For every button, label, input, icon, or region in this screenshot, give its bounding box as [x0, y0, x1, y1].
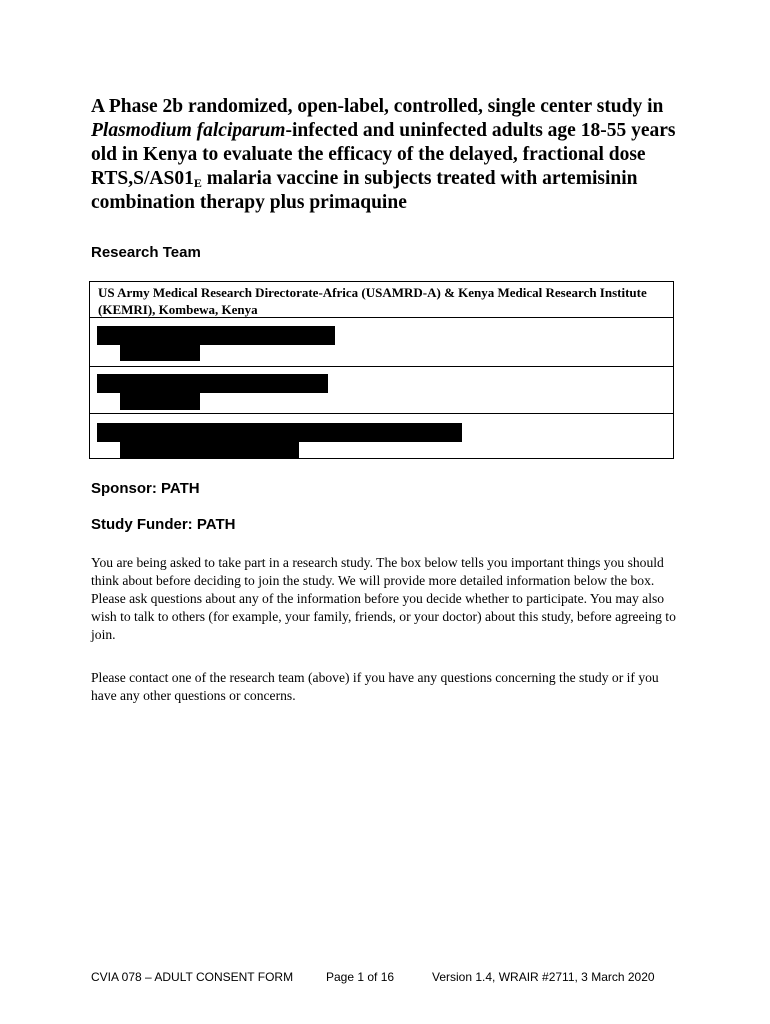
redaction-bar [97, 374, 328, 393]
team-member-row [90, 366, 673, 415]
title-subscript: E [193, 176, 202, 190]
title-text-part3: malaria vaccine in subjects treated with artemisinin combination therapy plus primaquine [91, 168, 638, 213]
redaction-bar [120, 441, 299, 458]
redaction-bar [120, 344, 200, 361]
footer-version: Version 1.4, WRAIR #2711, 3 March 2020 [432, 970, 655, 984]
redaction-bar [120, 393, 200, 410]
intro-paragraph: You are being asked to take part in a research study. The box below tells you important things you should think about before deciding to join the study. We will provide more detailed information below the box. Please ask questions about any of the information before you decide whether to participate. You may also wish to talk to others (for example, your family, friends, or your doctor) about this study, before agreeing to join. [91, 555, 676, 642]
title-text-part1: A Phase 2b randomized, open-label, controlled, single center study in [91, 96, 664, 117]
title-italic-organism: Plasmodium falciparum [91, 120, 286, 141]
contact-paragraph: Please contact one of the research team (above) if you have any questions concerning the study or if you have any other questions or concerns. [91, 670, 659, 703]
research-team-heading: Research Team [91, 244, 201, 261]
team-member-row [90, 413, 673, 459]
funder-heading: Study Funder: PATH [91, 516, 236, 533]
redaction-bar [97, 326, 335, 345]
footer-page-number: Page 1 of 16 [326, 970, 395, 984]
document-title [91, 95, 691, 215]
research-team-table [89, 281, 674, 459]
title-text-part2: -infected and uninfected adults age 18-55 years old in Kenya to evaluate the efficacy of the delayed, fractional dose RTS,S/AS01 [91, 120, 676, 189]
footer-form-id: CVIA 078 – ADULT CONSENT FORM [91, 970, 294, 984]
team-member-row [90, 317, 673, 366]
institution-name: US Army Medical Research Directorate-Africa (USAMRD-A) & Kenya Medical Research Institute (KEMRI), Kombewa, Kenya [98, 285, 647, 317]
sponsor-heading: Sponsor: PATH [91, 480, 200, 497]
redaction-bar [97, 423, 462, 442]
